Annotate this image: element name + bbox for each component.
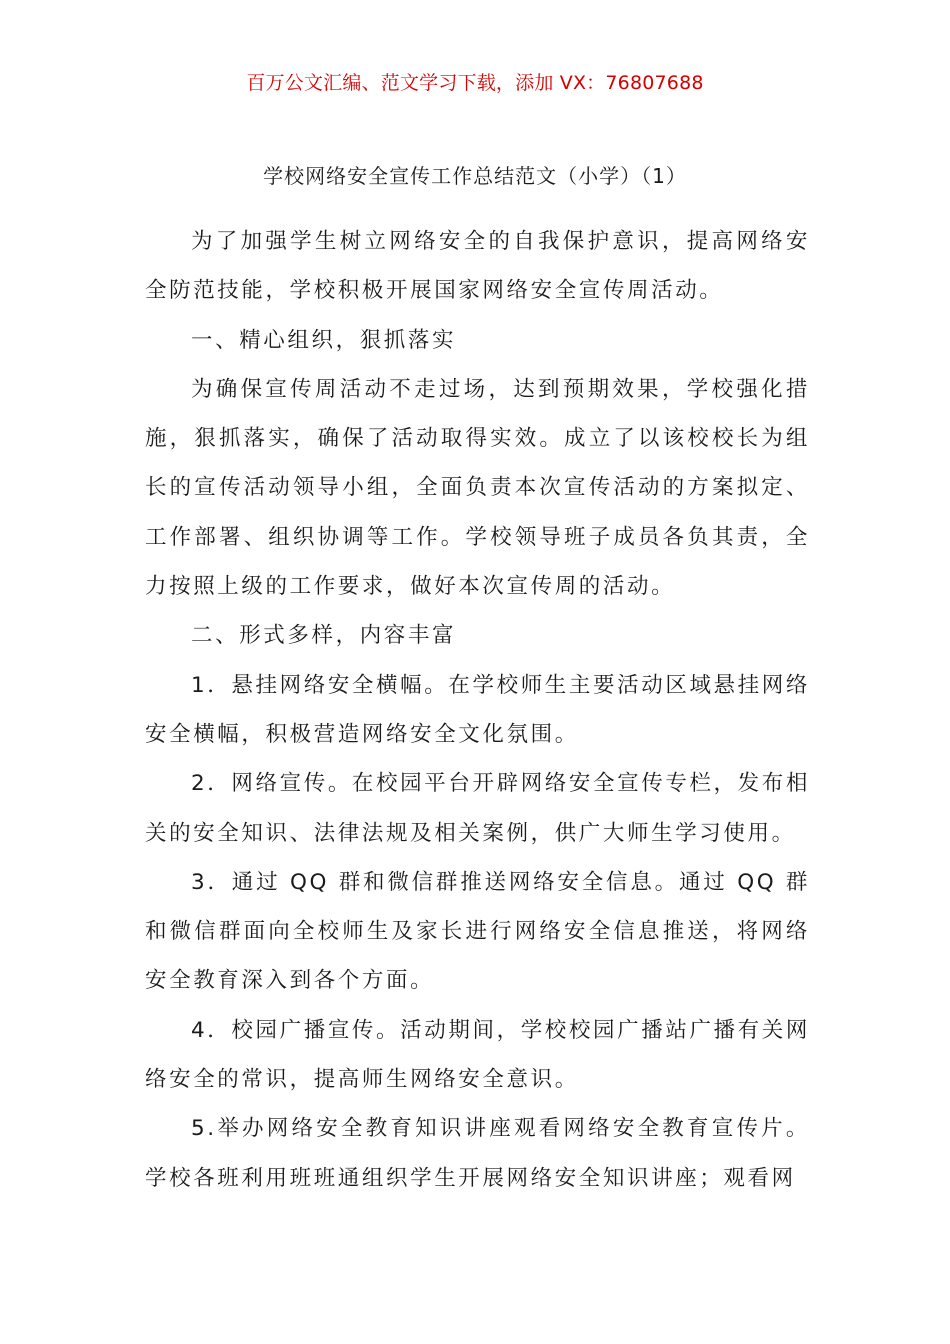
section-heading-1: 一、精心组织，狠抓落实 (191, 327, 457, 353)
list-item-2: 2．网络宣传。在校园平台开辟网络安全宣传专栏，发布相关的安全知识、法律法规及相关案例，供广大师生学习使用。 (145, 771, 810, 846)
paragraph-intro: 为了加强学生树立网络安全的自我保护意识，提高网络安全防范技能，学校积极开展国家网络安全宣传周活动。 (145, 229, 810, 304)
list-item-5: 5.举办网络安全教育知识讲座观看网络安全教育宣传片。学校各班利用班班通组织学生开展网络安全知识讲座；观看网 (145, 1116, 810, 1191)
header-banner: 百万公文汇编、范文学习下载，添加 VX：76807688 (246, 72, 704, 94)
document-body (145, 217, 810, 1203)
document-title: 学校网络安全宣传工作总结范文（小学）（1） (263, 164, 687, 188)
list-item-1: 1．悬挂网络安全横幅。在学校师生主要活动区域悬挂网络安全横幅，积极营造网络安全文化氛围。 (145, 672, 810, 747)
paragraph-section-1: 为确保宣传周活动不走过场，达到预期效果，学校强化措施，狠抓落实，确保了活动取得实效。成立了以该校校长为组长的宣传活动领导小组，全面负责本次宣传活动的方案拟定、工作部署、组织协调等工作。学校领导班子成员各负其责，全力按照上级的工作要求，做好本次宣传周的活动。 (145, 376, 810, 600)
list-item-4: 4．校园广播宣传。活动期间，学校校园广播站广播有关网络安全的常识，提高师生网络安全意识。 (145, 1017, 810, 1093)
section-heading-2: 二、形式多样，内容丰富 (191, 623, 457, 649)
list-item-3: 3．通过 QQ 群和微信群推送网络安全信息。通过 QQ 群和微信群面向全校师生及家长进行网络安全信息推送，将网络安全教育深入到各个方面。 (145, 869, 810, 994)
